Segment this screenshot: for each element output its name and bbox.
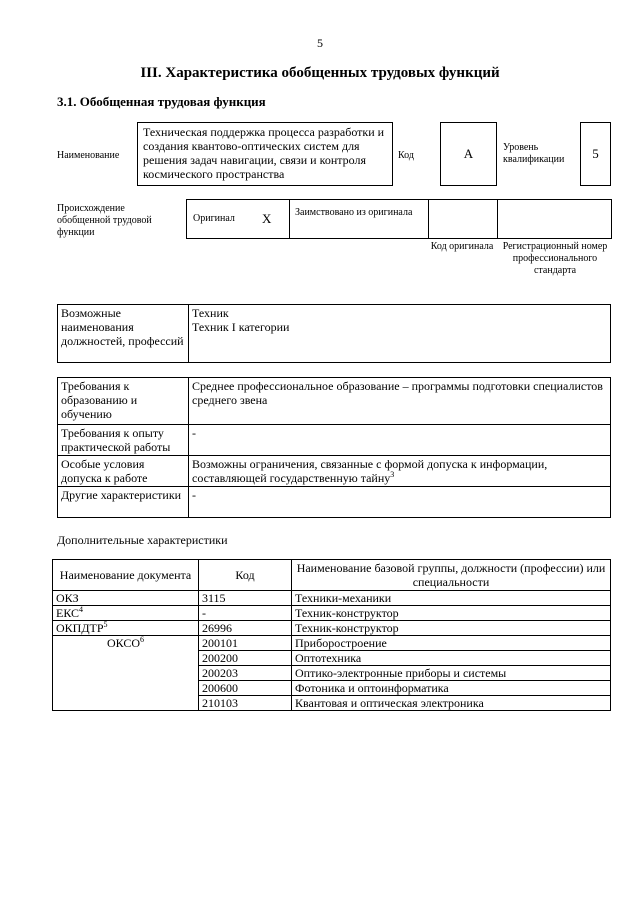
footnote-mark: 5	[103, 620, 108, 629]
row-code: 210103	[199, 696, 292, 711]
row-document	[53, 696, 199, 711]
column-header-name: Наименование базовой группы, должности (профессии) или специальности	[292, 560, 611, 591]
footnote-mark: 3	[390, 470, 395, 479]
requirement-label: Требования к опыту практической работы	[58, 425, 189, 456]
row-code: -	[199, 606, 292, 621]
additional-title: Дополнительные характеристики	[57, 533, 228, 547]
requirements-table	[57, 377, 611, 518]
footnote-mark: 4	[79, 605, 84, 614]
column-header-code: Код	[199, 560, 292, 591]
row-code: 200101	[199, 636, 292, 651]
positions-label: Возможные наименования должностей, профессий	[58, 305, 189, 363]
function-name-box	[137, 122, 393, 186]
requirement-value: Среднее профессиональное образование – программы подготовки специалистов среднего звена	[189, 378, 611, 425]
position-1: Техник	[192, 306, 229, 320]
row-code: 200203	[199, 666, 292, 681]
page-number: 5	[317, 36, 323, 50]
row-code: 26996	[199, 621, 292, 636]
function-name: Техническая поддержка процесса разработки и создания квантово-оптических систем для решения задач навигации, связи и контроля космического пространства	[143, 125, 385, 181]
footnote-mark: 6	[140, 635, 145, 644]
code-box	[440, 122, 497, 186]
code-value: А	[463, 146, 474, 161]
code-label: Код	[398, 150, 414, 161]
original-mark: Х	[262, 211, 272, 226]
subsection-title: 3.1. Обобщенная трудовая функция	[57, 94, 266, 109]
origin-divider-2	[428, 199, 429, 239]
row-document: ОКЗ	[53, 591, 199, 606]
row-code: 200200	[199, 651, 292, 666]
requirement-value	[189, 456, 611, 487]
row-document	[53, 666, 199, 681]
registration-number-label: Регистрационный номер профессионального стандарта	[502, 241, 608, 276]
row-name: Техник-конструктор	[292, 621, 611, 636]
borrowed-label: Заимствовано из оригинала	[295, 207, 413, 218]
requirement-value: -	[189, 487, 611, 518]
row-name: Оптотехника	[292, 651, 611, 666]
level-label: Уровень квалификации	[503, 142, 565, 165]
level-box	[580, 122, 611, 186]
row-code: 3115	[199, 591, 292, 606]
origin-divider-3	[497, 199, 498, 239]
additional-table	[52, 559, 611, 711]
origin-divider-1	[289, 199, 290, 239]
section-title: III. Характеристика обобщенных трудовых функций	[140, 65, 500, 81]
origin-box	[186, 199, 612, 239]
row-name: Приборостроение	[292, 636, 611, 651]
origin-label: Происхождение обобщенной трудовой функции	[57, 203, 152, 238]
row-name: Оптико-электронные приборы и системы	[292, 666, 611, 681]
row-name: Квантовая и оптическая электроника	[292, 696, 611, 711]
row-document	[53, 681, 199, 696]
positions-values	[189, 305, 611, 363]
position-2: Техник I категории	[192, 320, 290, 334]
requirement-label: Особые условия допуска к работе	[58, 456, 189, 487]
row-document: ОКСО$^6$	[53, 636, 199, 651]
row-document: ЕКС$^4$	[53, 606, 199, 621]
requirement-text: Возможны ограничения, связанные с формой допуска к информации, составляющей государственную тайну	[192, 457, 548, 485]
row-code: 200600	[199, 681, 292, 696]
requirement-label: Другие характеристики	[58, 487, 189, 518]
row-name: Техники-механики	[292, 591, 611, 606]
name-label: Наименование	[57, 150, 120, 161]
row-document	[53, 651, 199, 666]
row-document: ОКПДТР$^5$	[53, 621, 199, 636]
level-value: 5	[592, 146, 599, 161]
requirement-label: Требования к образованию и обучению	[58, 378, 189, 425]
column-header-document: Наименование документа	[53, 560, 199, 591]
code-original-label: Код оригинала	[430, 241, 494, 252]
row-name: Техник-конструктор	[292, 606, 611, 621]
requirement-value: -	[189, 425, 611, 456]
positions-table	[57, 304, 611, 363]
original-label: Оригинал	[193, 213, 235, 224]
row-name: Фотоника и оптоинформатика	[292, 681, 611, 696]
